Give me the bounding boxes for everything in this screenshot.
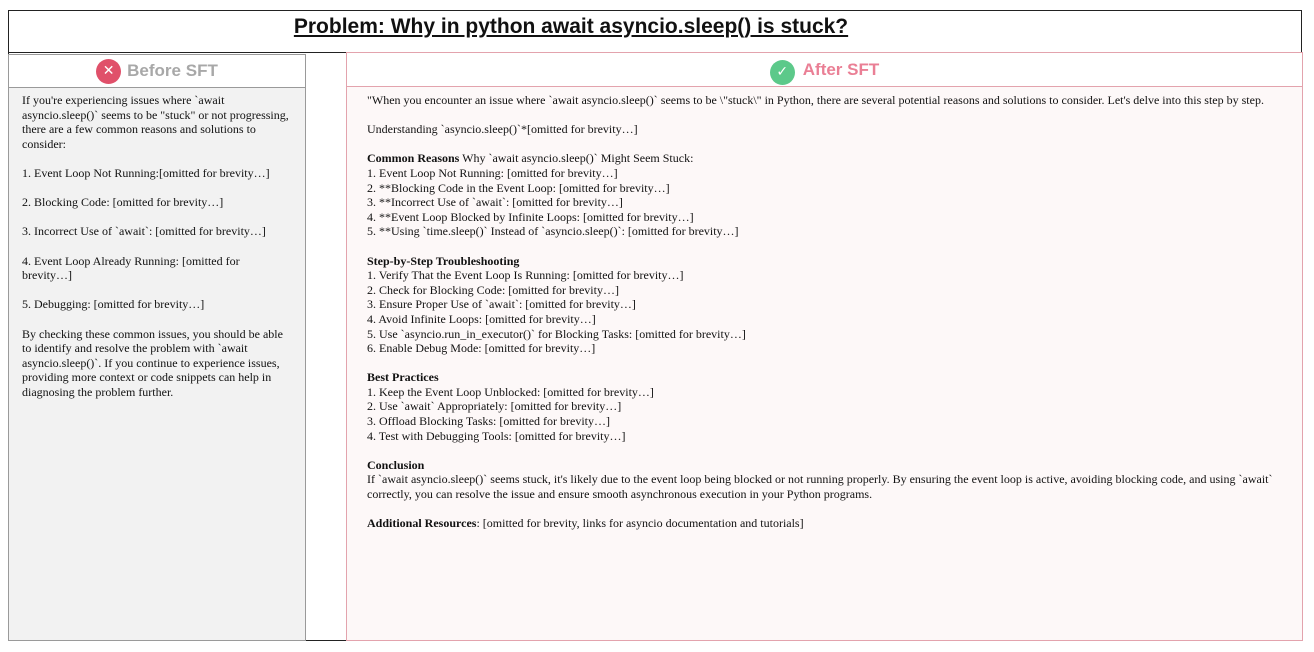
resources-section	[367, 516, 1282, 531]
list-item: 3. Offload Blocking Tasks: [omitted for brevity…]	[367, 414, 611, 429]
after-intro: "When you encounter an issue where `await asyncio.sleep()` seems to be \"stuck\" in Python, there are several potential reasons and solutions to consider. Let's delve into this step by step.	[367, 93, 1264, 107]
conclusion-section	[367, 458, 1282, 502]
list-item: 2. **Blocking Code in the Event Loop: [omitted for brevity…]	[367, 180, 670, 195]
list-item: 1. Verify That the Event Loop Is Running: [omitted for brevity…]	[367, 268, 684, 283]
resources-heading: Additional Resources	[367, 516, 477, 531]
section-heading: Common Reasons	[367, 151, 460, 166]
list-item: 5. **Using `time.sleep()` Instead of `asyncio.sleep()`: [omitted for brevity…]	[367, 224, 739, 239]
troubleshooting-heading: Step-by-Step Troubleshooting	[367, 253, 520, 268]
conclusion-heading: Conclusion	[367, 457, 425, 472]
common-reasons-heading	[367, 151, 1282, 166]
before-intro: If you're experiencing issues where `await asyncio.sleep()` seems to be "stuck" or not progressing, there are a few common reasons and solutions to consider:	[22, 93, 289, 151]
before-closing: By checking these common issues, you should be able to identify and resolve the problem with `await asyncio.sleep()`. If you continue to experience issues, providing more context or code snippets can help in diagnosing the problem further.	[22, 326, 283, 399]
after-sft-header	[347, 53, 1302, 87]
section-heading	[367, 458, 1282, 473]
list-item: 5. Use `asyncio.run_in_executor()` for Blocking Tasks: [omitted for brevity…]	[367, 326, 746, 341]
list-item: 2. Blocking Code: [omitted for brevity…]	[22, 195, 224, 210]
before-sft-panel	[8, 54, 306, 641]
divider	[8, 52, 346, 53]
understanding-line: Understanding `asyncio.sleep()`*[omitted for brevity…]	[367, 122, 638, 137]
conclusion-text: If `await asyncio.sleep()` seems stuck, it's likely due to the event loop being blocked or not running properly. By ensuring the event loop is active, avoiding blocking code, and using `await` correctly, you can resolve the issue and ensure smooth asynchronous execution in your Python programs.	[367, 472, 1273, 502]
best-practices-section	[367, 370, 1282, 443]
page-title: Problem: Why in python await asyncio.sleep() is stuck?	[293, 15, 849, 38]
troubleshooting-section	[367, 254, 1282, 356]
list-item: 5. Debugging: [omitted for brevity…]	[22, 297, 205, 312]
list-item: 1. Keep the Event Loop Unblocked: [omitted for brevity…]	[367, 384, 654, 399]
before-sft-header	[9, 55, 305, 88]
resources-line	[367, 516, 804, 530]
list-item: 1. Event Loop Not Running: [omitted for brevity…]	[367, 165, 618, 180]
common-reasons-section	[367, 151, 1282, 239]
list-item: 4. Event Loop Already Running: [omitted for brevity…]	[22, 253, 240, 283]
list-item: 6. Enable Debug Mode: [omitted for brevity…]	[367, 341, 596, 356]
list-item: 4. Test with Debugging Tools: [omitted for brevity…]	[367, 428, 626, 443]
resources-text: : [omitted for brevity, links for asyncio documentation and tutorials]	[476, 516, 804, 531]
after-sft-label: After SFT	[802, 59, 880, 79]
best-practices-heading: Best Practices	[367, 370, 439, 385]
section-heading	[367, 254, 1282, 269]
list-item: 4. Avoid Infinite Loops: [omitted for brevity…]	[367, 311, 596, 326]
list-item: 4. **Event Loop Blocked by Infinite Loops: [omitted for brevity…]	[367, 209, 694, 224]
before-sft-label: Before SFT	[127, 61, 218, 80]
x-icon: ✕	[96, 59, 121, 84]
list-item: 3. Incorrect Use of `await`: [omitted for brevity…]	[22, 224, 266, 239]
after-sft-panel	[346, 52, 1303, 641]
after-sft-body	[347, 87, 1302, 531]
section-heading	[367, 370, 1282, 385]
before-sft-body	[9, 88, 305, 399]
list-item: 3. Ensure Proper Use of `await`: [omitted for brevity…]	[367, 297, 636, 312]
list-item: 2. Use `await` Appropriately: [omitted for brevity…]	[367, 399, 622, 414]
list-item: 1. Event Loop Not Running:[omitted for brevity…]	[22, 165, 270, 180]
heading-rest: Why `await asyncio.sleep()` Might Seem Stuck:	[459, 151, 694, 166]
list-item: 2. Check for Blocking Code: [omitted for brevity…]	[367, 282, 619, 297]
check-icon: ✓	[770, 60, 795, 85]
list-item: 3. **Incorrect Use of `await`: [omitted for brevity…]	[367, 195, 623, 210]
